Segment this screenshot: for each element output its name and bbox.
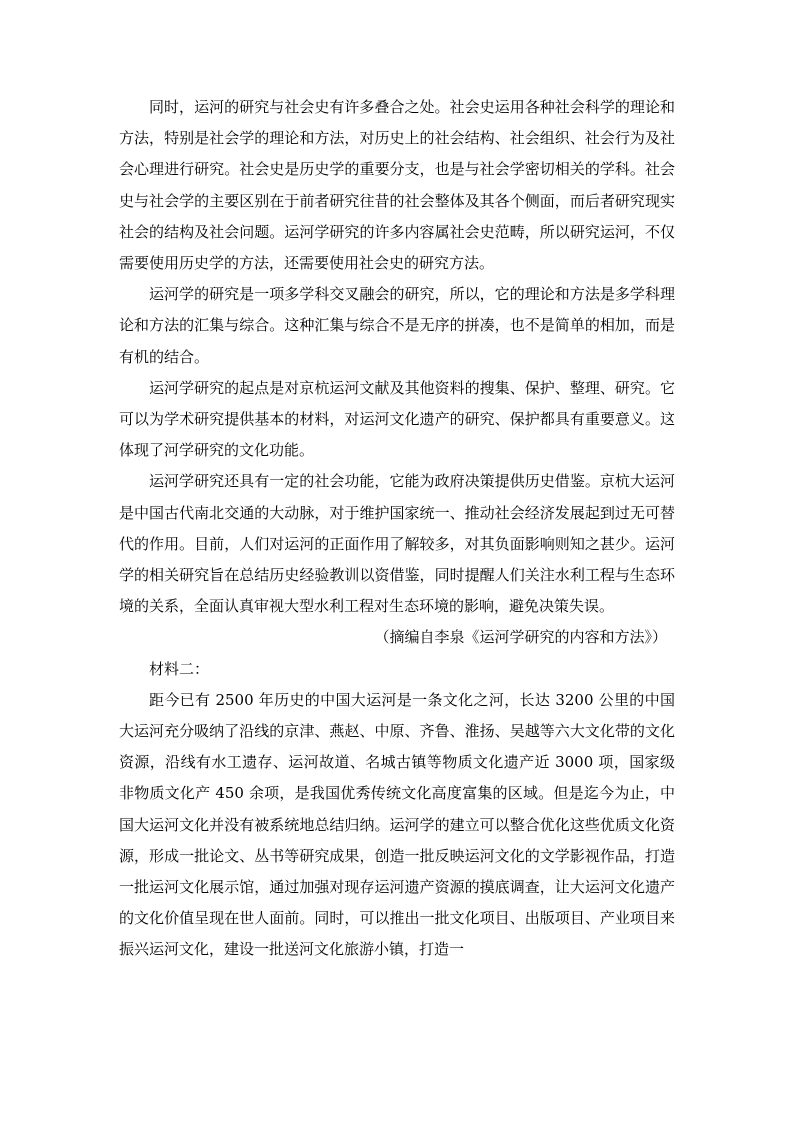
paragraph-social-function: 运河学研究还具有一定的社会功能，它能为政府决策提供历史借鉴。京杭大运河是中国古代南北交通的大动脉，对于维护国家统一、推动社会经济发展起到过无可替代的作用。目前，人们对运河的正面作用了解较多，对其负面影响则知之甚少。运河学的相关研究旨在总结历史经验教训以资借鉴，同时提醒人们关注水利工程与生态环境的关系，全面认真审视大型水利工程对生态环境的影响，避免决策失误。 [119, 472, 675, 616]
paragraph-cultural-function: 运河学研究的起点是对京杭运河文献及其他资料的搜集、保护、整理、研究。它可以为学术研究提供基本的材料，对运河文化遗产的研究、保护都具有重要意义。这体现了河学研究的文化功能。 [119, 378, 675, 460]
document-body [119, 92, 675, 966]
paragraph-social-history: 同时，运河的研究与社会史有许多叠合之处。社会史运用各种社会科学的理论和方法，特别是社会学的理论和方法，对历史上的社会结构、社会组织、社会行为及社会心理进行研究。社会史是历史学的重要分支，也是与社会学密切相关的学科。社会史与社会学的主要区别在于前者研究往昔的社会整体及其各个侧面，而后者研究现实社会的结构及社会问题。运河学研究的许多内容属社会史范畴，所以研究运河，不仅需要使用历史学的方法，还需要使用社会史的研究方法。 [119, 98, 675, 273]
material-two-label: 材料二： [149, 659, 210, 678]
source-citation: （摘编自李泉《运河学研究的内容和方法》） [374, 628, 667, 647]
paragraph-grand-canal: 距今已有 2500 年历史的中国大运河是一条文化之河，长达 3200 公里的中国大运河充分吸纳了沿线的京津、燕赵、中原、齐鲁、淮扬、吴越等六大文化带的文化资源，沿线有水工遗存、运河故道、名城古镇等物质文化遗产近 3000 项，国家级非物质文化产 450 余项，是我国优秀传统文化高度富集的区域。但是迄今为止，中国大运河文化并没有被系统地总结归纳。运河学的建立可以整合优化这些优质文化资源，形成一批论文、丛书等研究成果，创造一批反映运河文化的文学影视作品，打造一批运河文化展示馆，通过加强对现存运河遗产资源的摸底调查，让大运河文化遗产的文化价值呈现在世人面前。同时，可以推出一批文化项目、出版项目、产业项目来振兴运河文化，建设一批送河文化旅游小镇，打造一 [119, 690, 675, 959]
paragraph-interdisciplinary: 运河学的研究是一项多学科交叉融会的研究，所以，它的理论和方法是多学科理论和方法的汇集与综合。这种汇集与综合不是无序的拼凑，也不是简单的相加，而是有机的结合。 [119, 285, 675, 366]
